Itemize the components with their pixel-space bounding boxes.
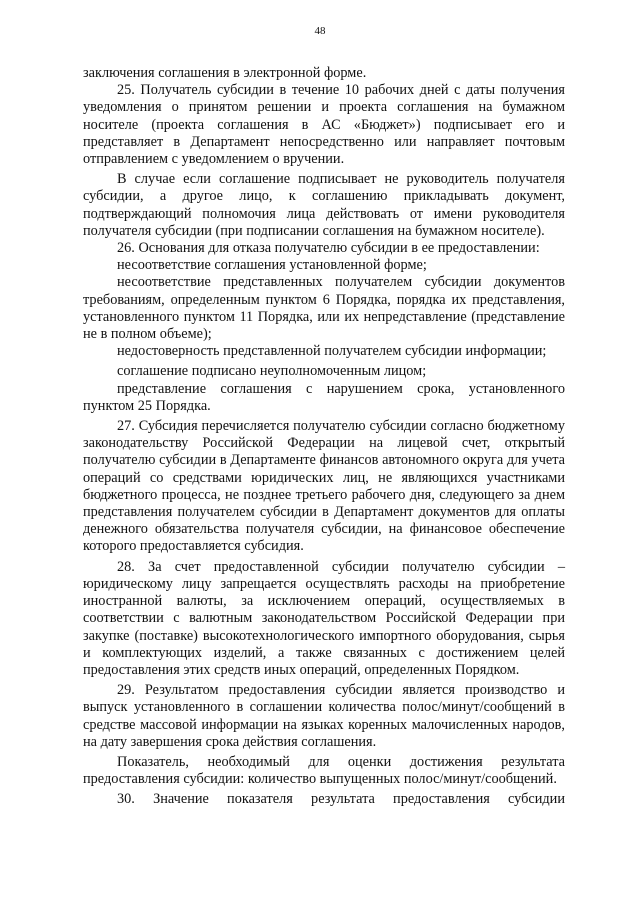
document-body — [83, 65, 565, 809]
paragraph: В случае если соглашение подписывает не руководитель получателя субсидии, а другое лицо, к соглашению прикладывать документ, подтверждающий полномочия лица действовать от имени руководителя получателя субсидии (при подписании соглашения на бумажном носителе). — [83, 171, 565, 239]
paragraph: 26. Основания для отказа получателю субсидии в ее предоставлении: — [117, 240, 540, 257]
paragraph: Показатель, необходимый для оценки достижения результата предоставления субсидии: количество выпущенных полос/минут/сообщений. — [83, 753, 565, 788]
paragraph: несоответствие представленных получателем субсидии документов требованиям, определенным пунктом 6 Порядка, порядка их представления, установленного пунктом 11 Порядка, или их непредставление (представление не в полном объеме); — [83, 274, 565, 343]
paragraph: несоответствие соглашения установленной форме; — [117, 257, 427, 274]
paragraph: 30. Значение показателя результата предоставления субсидии — [117, 791, 565, 808]
paragraph: 25. Получатель субсидии в течение 10 рабочих дней с даты получения уведомления о принятом решении и проекта соглашения на бумажном носителе (проекта соглашения в АС «Бюджет») подписывает его и представляет в Департамент непосредственно или направляет почтовым отправлением с уведомлением о вручении. — [83, 82, 565, 168]
paragraph: представление соглашения с нарушением срока, установленного пунктом 25 Порядка. — [83, 380, 565, 414]
paragraph: 28. За счет предоставленной субсидии получателю субсидии – юридическому лицу запрещается осуществлять расходы на приобретение иностранной валюты, за исключением операций, осуществляемых в соответствии с валютным законодательством Российской Федерации при закупке (поставке) высокотехнологического импортного оборудования, сырья и комплектующих изделий, а также связанных с достижением целей предоставления этих средств иных операций, определенных Порядком. — [83, 558, 565, 678]
paragraph: соглашение подписано неуполномоченным лицом; — [117, 363, 427, 380]
paragraph: 29. Результатом предоставления субсидии является производство и выпуск установленного в соглашении количества полос/минут/сообщений в средстве массовой информации на языках коренных малочисленных народов, на дату завершения срока действия соглашения. — [83, 682, 565, 750]
paragraph: 27. Субсидия перечисляется получателю субсидии согласно бюджетному законодательству Российской Федерации на лицевой счет, открытый получателю субсидии в Департаменте финансов автономного округа для учета операций со средствами юридических лиц, не являющихся участниками бюджетного процесса, не позднее третьего рабочего дня, следующего за днем представления получателем субсидии в Департамент документов для оплаты денежного обязательства получателя субсидии, на финансовое обеспечение которого предоставляется субсидия. — [83, 418, 565, 555]
paragraph: заключения соглашения в электронной форме. — [83, 65, 367, 81]
page-number: 48 — [314, 25, 326, 37]
paragraph: недостоверность представленной получателем субсидии информации; — [117, 343, 547, 360]
